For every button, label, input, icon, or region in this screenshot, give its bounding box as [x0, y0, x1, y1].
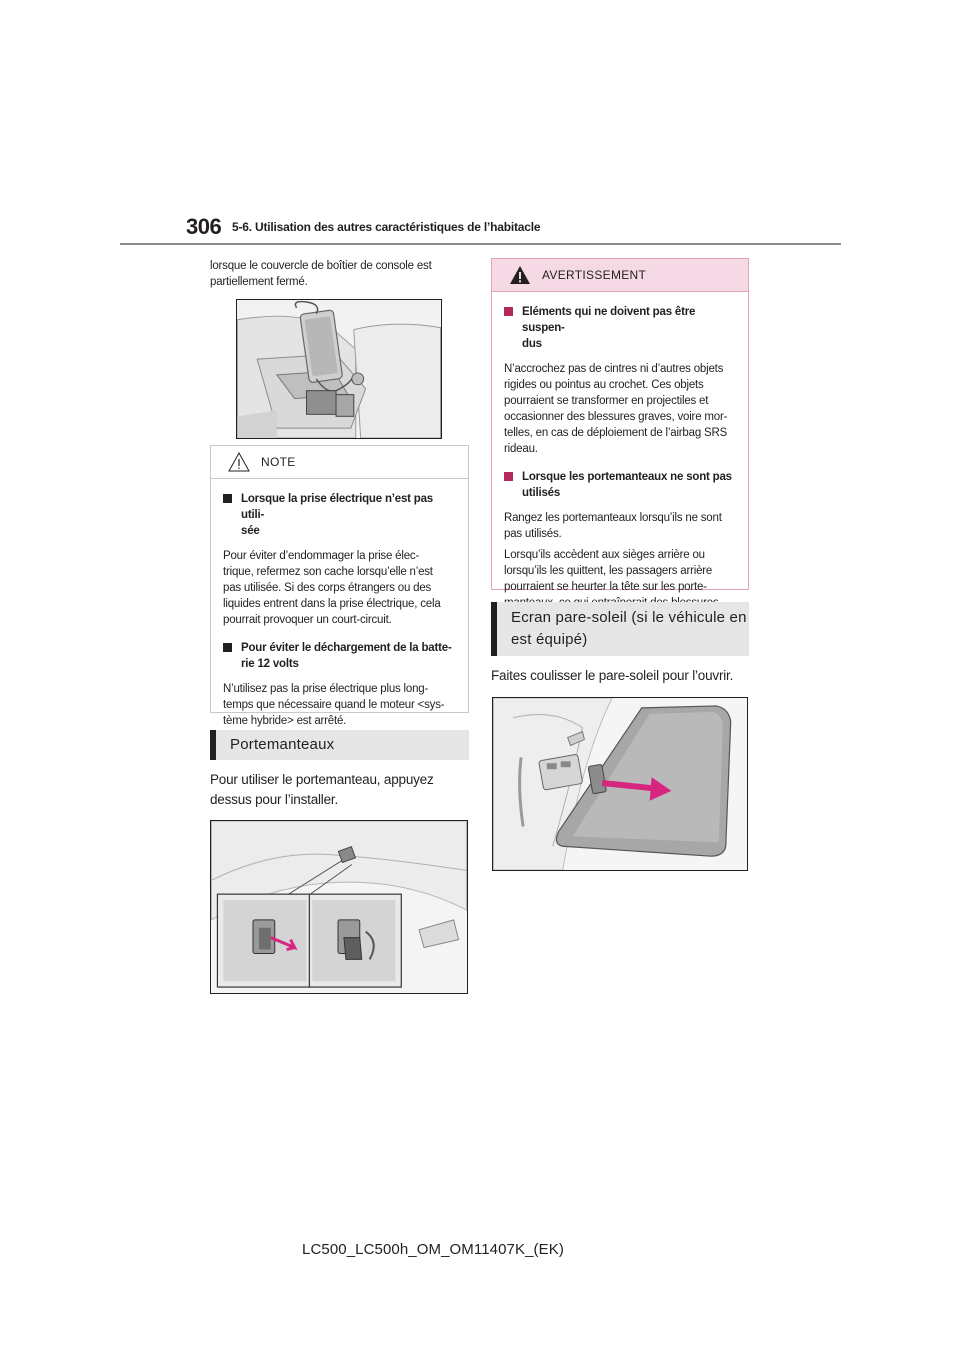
note-item-text: N’utilisez pas la prise électrique plus long- temps que nécessaire quand le moteur <sys- tème hybride> est arrêté.: [223, 683, 445, 727]
warning-box-header: [492, 259, 748, 292]
page-number: 306: [186, 214, 222, 239]
warning-item-heading: Lorsque les portemanteaux ne sont pas utilisés: [504, 469, 736, 501]
warning-item-heading: Eléments qui ne doivent pas être suspen- dus: [504, 304, 736, 352]
header-rule: [120, 243, 841, 245]
warning-item-text: Rangez les portemanteaux lorsqu’ils ne sont pas utilisés.: [504, 512, 722, 540]
warning-triangle-icon: [508, 264, 532, 286]
bullet-square-icon: [504, 472, 513, 481]
bullet-square-icon: [504, 307, 513, 316]
intro-text: lorsque le couvercle de boîtier de console est partiellement fermé.: [210, 260, 432, 288]
note-box-header: [211, 446, 468, 479]
note-box: [210, 445, 469, 727]
section-heading-sunshade: Ecran pare-soleil (si le véhicule en est équipé): [491, 602, 749, 656]
bullet-square-icon: [223, 643, 232, 652]
note-title: NOTE: [261, 455, 296, 469]
note-item-heading: Lorsque la prise électrique n’est pas utili- sée: [223, 491, 456, 539]
caution-triangle-icon: [227, 451, 251, 473]
note-item-text: Pour éviter d’endommager la prise élec- trique, refermez son cache lorsqu’elle n’est pas utilisée. Si des corps étrangers ou des liquides entrent dans la prise électrique, cela pourrait provoquer un court-circuit.: [223, 550, 441, 626]
warning-box: [491, 258, 749, 593]
warning-title: AVERTISSEMENT: [542, 268, 647, 282]
section-title: 5-6. Utilisation des autres caractéristiques de l’habitacle: [232, 220, 541, 234]
sunshade-illustration: [492, 697, 748, 871]
section-heading-portemanteaux: Portemanteaux: [210, 730, 469, 760]
warning-item-text: N’accrochez pas de cintres ni d’autres objets rigides ou pointus au crochet. Ces objets pourraient se transformer en projectiles et occasionner des blessures graves, voire mor- telles, en cas de déploiement de l’airbag SRS rideau.: [504, 363, 728, 455]
note-item-heading: Pour éviter le déchargement de la batte- rie 12 volts: [223, 640, 456, 672]
warning-item-text: Lorsqu’ils accèdent aux sièges arrière ou lorsqu’ils les quittent, les passagers arrière pourraient se heurter la tête sur les porte-: [504, 549, 713, 593]
bullet-square-icon: [223, 494, 232, 503]
portemanteaux-text: Pour utiliser le portemanteau, appuyez dessus pour l’installer.: [210, 772, 434, 807]
sunshade-text: Faites coulisser le pare-soleil pour l’ouvrir.: [491, 668, 734, 683]
footer-document-code: LC500_LC500h_OM_OM11407K_(EK): [302, 1241, 564, 1258]
console-outlet-illustration: [236, 299, 442, 439]
coat-hook-illustration: [210, 820, 468, 994]
